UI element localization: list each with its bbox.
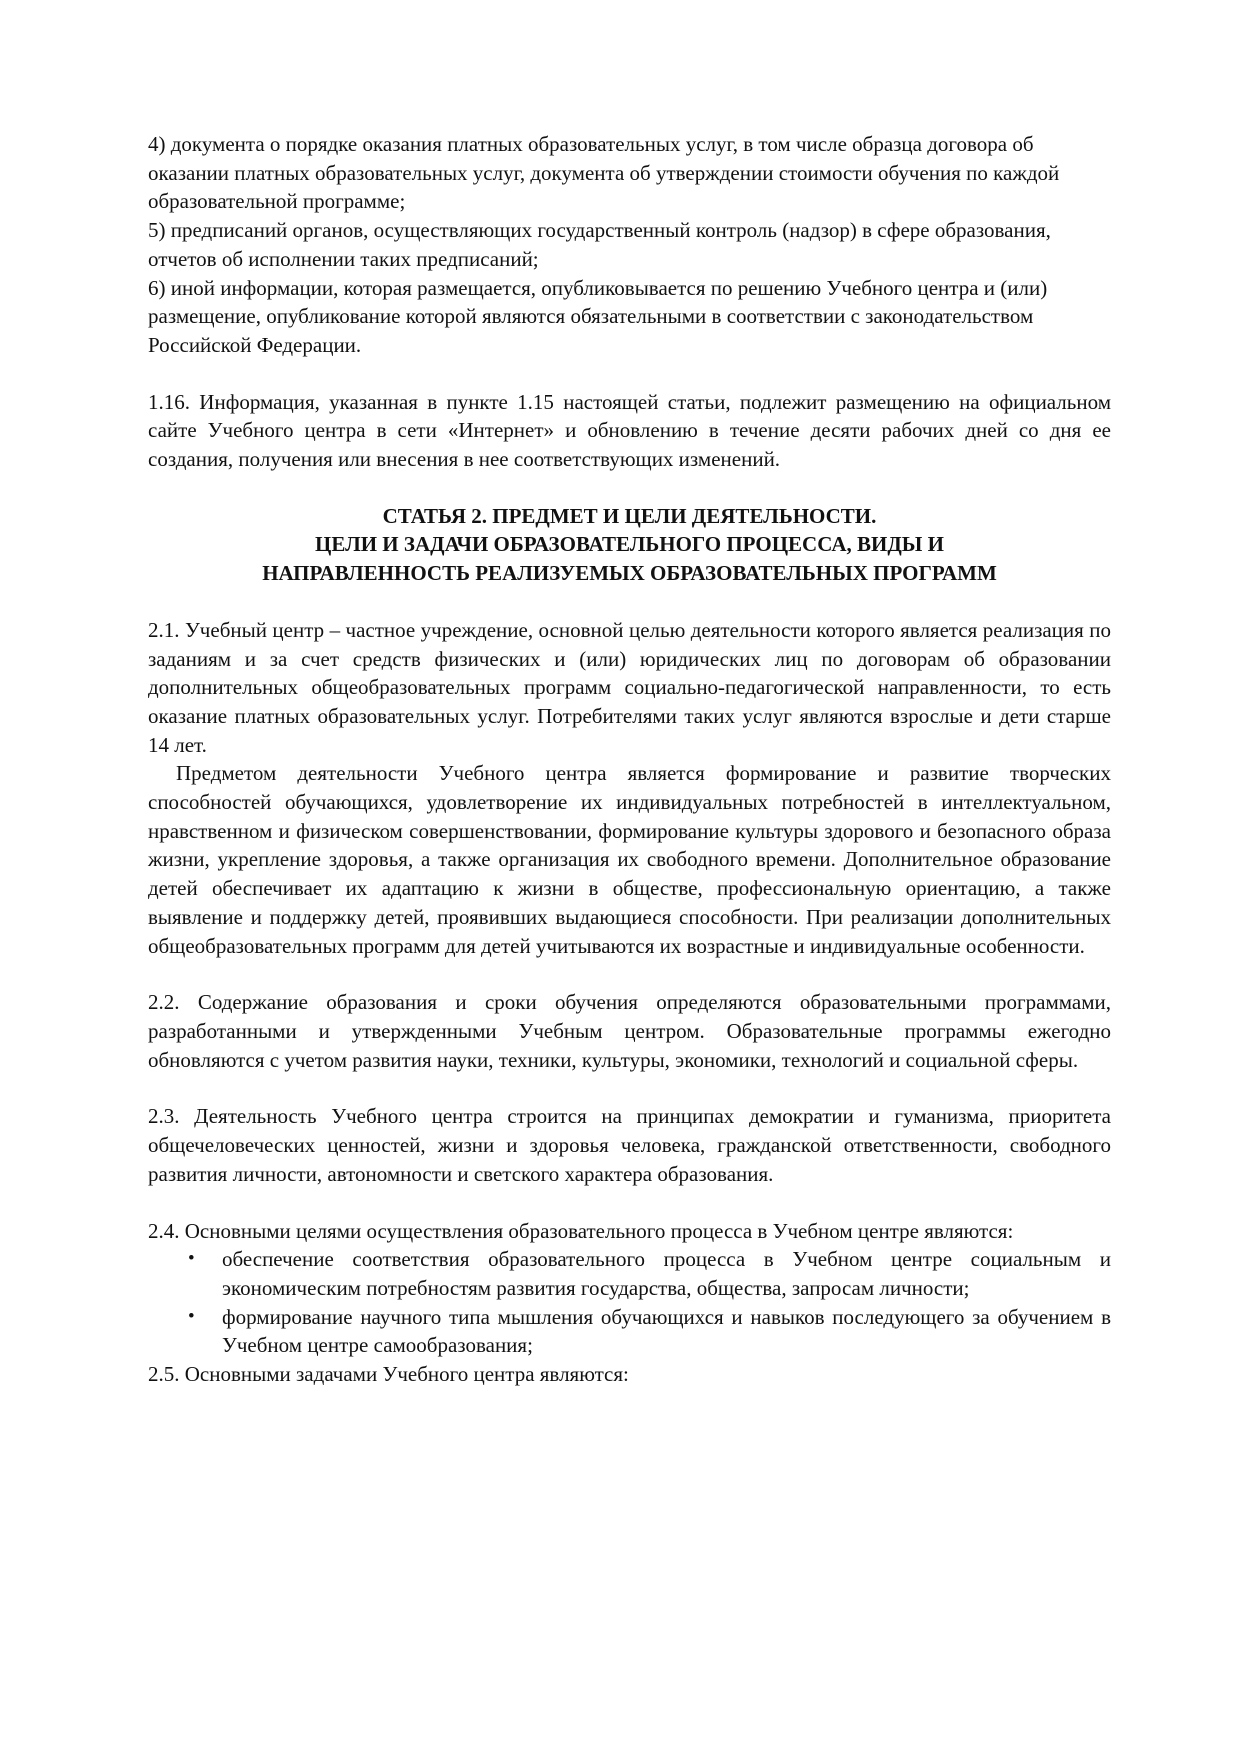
section-heading-line-3: НАПРАВЛЕННОСТЬ РЕАЛИЗУЕМЫХ ОБРАЗОВАТЕЛЬНЫХ ПРОГРАММ bbox=[262, 561, 997, 586]
list-item-6: 6) иной информации, которая размещается, опубликовывается по решению Учебного центра и (или) размещение, опубликование которой являются обязательными в соответствии с законодательством Российской Федерации. bbox=[148, 275, 1048, 357]
bullet-list-item bbox=[148, 1303, 1111, 1360]
paragraph-2-4: 2.4. Основными целями осуществления образовательного процесса в Учебном центре являются: bbox=[148, 1218, 1014, 1243]
bullet-list-item bbox=[148, 1245, 1111, 1302]
spacer bbox=[148, 960, 1111, 988]
bullet-list bbox=[148, 1245, 1111, 1360]
bullet-icon: • bbox=[188, 1248, 195, 1270]
bullet-text: формирование научного типа мышления обучающихся и навыков последующего за обучением в Учебном центре самообразования; bbox=[222, 1304, 1111, 1358]
section-heading bbox=[148, 502, 1111, 588]
paragraph-2-1-continuation: Предметом деятельности Учебного центра является формирование и развитие творческих способностей обучающихся, удовлетворение их индивидуальных потребностей в интеллектуальном, нравственном и физическом совершенствовании, формирование культуры здорового и безопасного образа жизни, укрепление здоровья, а также организация их свободного времени. Дополнительное образование детей обеспечивает их адаптацию к жизни в обществе, профессиональную ориентацию, а также выявление и поддержку детей, проявивших выдающиеся способности. При реализации дополнительных общеобразовательных программ для детей учитываются их возрастные и индивидуальные особенности. bbox=[148, 761, 1111, 958]
paragraph-2-2: 2.2. Содержание образования и сроки обучения определяются образовательными программами, разработанными и утвержденными Учебным центром. Образовательные программы ежегодно обновляются с учетом развития науки, техники, культуры, экономики, технологий и социальной сферы. bbox=[148, 990, 1111, 1072]
spacer bbox=[148, 1189, 1111, 1217]
paragraph-1-16: 1.16. Информация, указанная в пункте 1.15 настоящей статьи, подлежит размещению на официальном сайте Учебного центра в сети «Интернет» и обновлению в течение десяти рабочих дней со дня ее создания, получения или внесения в нее соответствующих изменений. bbox=[148, 389, 1111, 472]
bullet-text: обеспечение соответствия образовательного процесса в Учебном центре социальным и экономическим потребностям развития государства, общества, запросам личности; bbox=[222, 1247, 1111, 1300]
paragraph-2-1: 2.1. Учебный центр – частное учреждение, основной целью деятельности которого является реализация по заданиям и за счет средств физических и (или) юридических лиц по договорам об образовании дополнительных общеобразовательных программ социально-педагогической направленности, то есть оказание платных образовательных услуг. Потребителями таких услуг являются взрослые и дети старше 14 лет. bbox=[148, 617, 1111, 757]
list-item-4: 4) документа о порядке оказания платных образовательных услуг, в том числе образца договора об оказании платных образовательных услуг, документа об утверждении стоимости обучения по каждой образовательной программе; bbox=[148, 132, 1060, 214]
document-body bbox=[148, 130, 1111, 1389]
section-heading-line-1: СТАТЬЯ 2. ПРЕДМЕТ И ЦЕЛИ ДЕЯТЕЛЬНОСТИ. bbox=[382, 503, 877, 528]
paragraph-2-5: 2.5. Основными задачами Учебного центра являются: bbox=[148, 1362, 629, 1387]
list-item-5: 5) предписаний органов, осуществляющих государственный контроль (надзор) в сфере образования, отчетов об исполнении таких предписаний; bbox=[148, 218, 1051, 271]
bullet-icon: • bbox=[188, 1305, 195, 1327]
paragraph-2-3: 2.3. Деятельность Учебного центра строится на принципах демократии и гуманизма, приоритета общечеловеческих ценностей, жизни и здоровья человека, гражданской ответственности, свободного развития личности, автономности и светского характера образования. bbox=[148, 1104, 1111, 1186]
spacer bbox=[148, 588, 1111, 616]
spacer bbox=[148, 474, 1111, 502]
spacer bbox=[148, 1074, 1111, 1102]
section-heading-line-2: ЦЕЛИ И ЗАДАЧИ ОБРАЗОВАТЕЛЬНОГО ПРОЦЕССА, ВИДЫ И bbox=[315, 532, 944, 557]
spacer bbox=[148, 360, 1111, 388]
